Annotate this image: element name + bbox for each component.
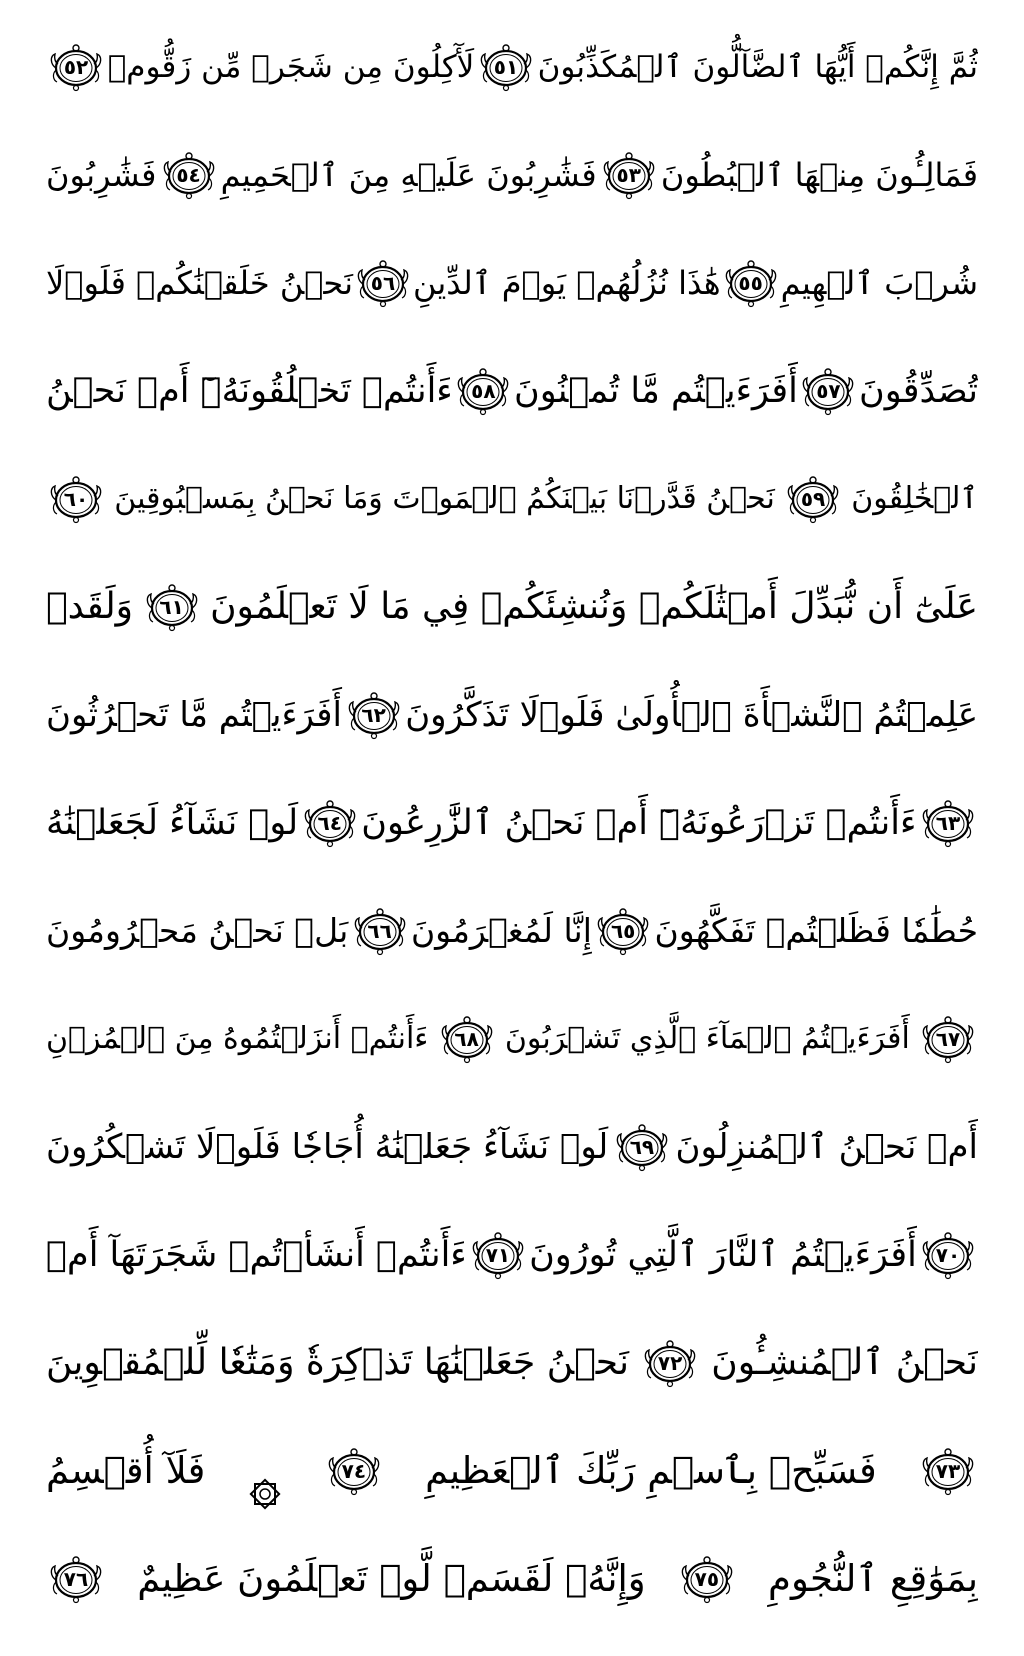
verse-text: لَوۡ نَشَآءُ لَجَعَلۡنَٰهُ [46,803,299,843]
verse-text: فَلَآ أُقۡسِمُ [46,1449,206,1492]
verse-text: أَفَرَءَيۡتُم مَّا تَحۡرُثُونَ [46,695,342,735]
verse-number: ٦٣ [935,811,961,835]
verse-text: فَشَٰرِبُونَ [46,156,157,194]
verse-text: ءَأَنتُمۡ أَنشَأۡتُمۡ شَجَرَتَهَآ أَمۡ [46,1235,467,1275]
verse-number: ٧٦ [63,1567,89,1591]
verse-number-marker [453,366,513,416]
verse-text: ءَأَنتُمۡ أَنزَلۡتُمُوهُ مِنَ ٱلۡمُزۡنِ [46,1021,429,1056]
verse-number-marker [437,1014,497,1064]
text-line [46,1424,978,1518]
verse-number: ٥٥ [738,271,763,295]
verse-number-marker [677,1554,737,1604]
verse-number: ٦٩ [629,1135,655,1159]
verse-number: ٦٧ [935,1027,961,1051]
verse-number-marker [721,258,781,308]
verse-number-marker [468,1230,528,1280]
text-line [46,20,978,114]
verse-number-marker [46,42,106,92]
verse-number-marker [640,1338,700,1388]
verse-number: ٦٥ [610,919,636,943]
verse-number-marker [46,474,106,524]
verse-number: ٥٢ [63,55,89,79]
verse-number: ٦١ [159,595,184,619]
verse-number: ٧١ [485,1243,511,1267]
verse-number-marker [918,1230,978,1280]
verse-number-marker [350,906,410,956]
text-line [46,344,978,438]
text-line [46,452,978,546]
verse-text: حُطَٰمٗا فَظَلۡتُمۡ تَفَكَّهُونَ [654,911,978,950]
verse-number-marker [344,690,404,740]
verse-number-marker [612,1122,672,1172]
verse-number-marker [918,1446,978,1496]
verse-number-marker [159,150,219,200]
text-line [46,560,978,654]
text-line [46,776,978,870]
verse-number-marker [918,1014,978,1064]
verse-number: ٧٢ [657,1351,683,1375]
verse-text: فَشَٰرِبُونَ عَلَيۡهِ مِنَ ٱلۡحَمِيمِ [220,156,597,194]
verse-text: بَلۡ نَحۡنُ مَحۡرُومُونَ [46,911,349,950]
verse-text: أَمۡ نَحۡنُ ٱلۡمُنزِلُونَ [675,1127,978,1167]
verse-number: ٥٨ [471,379,496,403]
verse-text: وَإِنَّهُۥ لَقَسَمٞ لَّوۡ تَعۡلَمُونَ عَظِيمٌ [137,1557,646,1600]
verse-text: ثُمَّ إِنَّكُمۡ أَيُّهَا ٱلضَّآلُّونَ ٱلۡمُكَذِّبُونَ [537,49,978,85]
verse-text: فَسَبِّحۡ بِٱسۡمِ رَبِّكَ ٱلۡعَظِيمِ [425,1449,877,1492]
verse-number-marker [918,798,978,848]
verse-text: بِمَوَٰقِعِ ٱلنُّجُومِ [768,1557,978,1600]
verse-text: أَفَرَءَيۡتُم مَّا تُمۡنُونَ [513,371,798,411]
verse-number: ٦٠ [63,487,89,511]
verse-text: هَٰذَا نُزُلُهُمۡ يَوۡمَ ٱلدِّينِ [412,264,721,302]
verse-number-marker [476,42,536,92]
text-line [46,128,978,222]
verse-text: ٱلۡخَٰلِقُونَ [851,481,978,516]
verse-number-marker [46,1554,106,1604]
verse-number-marker [300,798,360,848]
verse-number: ٦٢ [361,703,386,727]
verse-number: ٥٩ [800,487,826,511]
verse-text: لَأٓكِلُونَ مِن شَجَرٖ مِّن زَقُّومٖ [107,49,475,85]
verse-text: لَوۡ نَشَآءُ جَعَلۡنَٰهُ أُجَاجٗا فَلَوۡلَا تَشۡكُرُونَ [46,1127,609,1167]
verse-number-marker [353,258,413,308]
verse-number: ٥٧ [816,379,841,403]
verse-text: عَلِمۡتُمُ ٱلنَّشۡأَةَ ٱلۡأُولَىٰ فَلَوۡلَا تَذَكَّرُونَ [405,695,978,735]
verse-text: ءَأَنتُمۡ تَزۡرَعُونَهُۥٓ أَمۡ نَحۡنُ ٱلزَّٰرِعُونَ [361,803,917,843]
verse-text: نَحۡنُ جَعَلۡنَٰهَا تَذۡكِرَةٗ وَمَتَٰعٗا لِّلۡمُقۡوِينَ [46,1342,629,1383]
verse-number-marker [783,474,843,524]
verse-number-marker [798,366,858,416]
text-line [46,992,978,1086]
verse-number: ٥١ [493,55,519,79]
verse-number-marker [142,582,202,632]
verse-number: ٧٠ [935,1243,961,1267]
verse-number: ٦٤ [317,811,342,835]
text-line [46,236,978,330]
text-line [46,1100,978,1194]
verse-number-marker [593,906,653,956]
verse-text: وَلَقَدۡ [46,586,134,627]
verse-text: شُرۡبَ ٱلۡهِيمِ [780,264,978,302]
verse-text: نَحۡنُ ٱلۡمُنشِـُٔونَ [711,1342,978,1383]
verse-text: فَمَالِـُٔونَ مِنۡهَا ٱلۡبُطُونَ [660,156,978,194]
verse-number: ٧٣ [935,1459,961,1483]
text-line [46,1532,978,1626]
text-line [46,1316,978,1410]
verse-number: ٥٤ [176,163,201,187]
verse-text: عَلَىٰٓ أَن نُّبَدِّلَ أَمۡثَٰلَكُمۡ وَنُنشِئَكُمۡ فِي مَا لَا تَعۡلَمُونَ [210,586,978,627]
text-line [46,668,978,762]
verse-text: أَفَرَءَيۡتُمُ ٱلۡمَآءَ ٱلَّذِي تَشۡرَبُونَ [504,1021,910,1056]
verse-number: ٧٥ [694,1567,720,1591]
text-line [46,1208,978,1302]
verse-text: إِنَّا لَمُغۡرَمُونَ [410,911,592,950]
verse-number-marker [324,1446,384,1496]
text-line [46,884,978,978]
rub-el-hizb-marker [247,1453,283,1489]
verse-text: أَفَرَءَيۡتُمُ ٱلنَّارَ ٱلَّتِي تُورُونَ [529,1235,917,1275]
verse-text: تُصَدِّقُونَ [859,371,978,411]
verse-text: نَحۡنُ قَدَّرۡنَا بَيۡنَكُمُ ٱلۡمَوۡتَ وَمَا نَحۡنُ بِمَسۡبُوقِينَ [114,481,775,516]
verse-number-marker [599,150,659,200]
verse-number: ٦٦ [367,919,392,943]
verse-number: ٧٤ [341,1459,367,1483]
rub-el-hizb-icon [247,1476,283,1512]
verse-number: ٦٨ [454,1027,479,1051]
verse-text: نَحۡنُ خَلَقۡنَٰكُمۡ فَلَوۡلَا [46,264,353,302]
verse-text: ءَأَنتُمۡ تَخۡلُقُونَهُۥٓ أَمۡ نَحۡنُ [46,371,453,411]
verse-number: ٥٣ [616,163,641,187]
verse-number: ٥٦ [370,271,396,295]
mushaf-page [46,20,978,1640]
